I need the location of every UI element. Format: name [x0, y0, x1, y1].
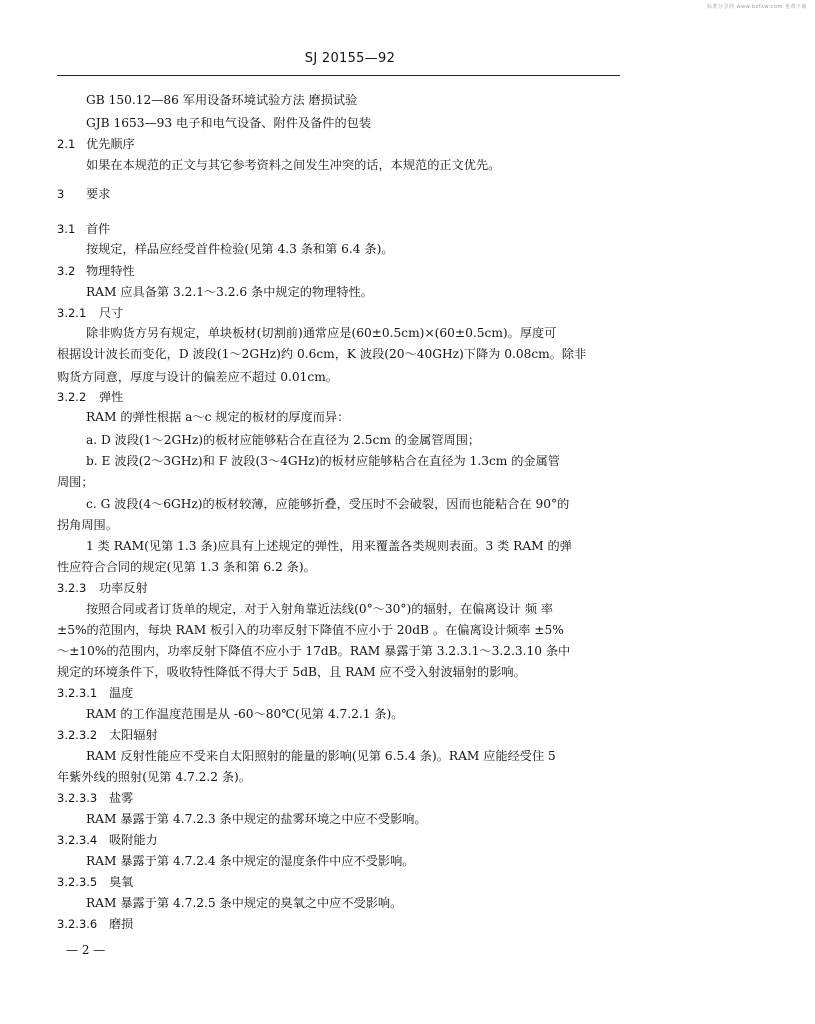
paragraph-line: 年紫外线的照射(见第 4.7.2.2 条)。	[57, 770, 251, 784]
paragraph-line: 1 类 RAM(见第 1.3 条)应具有上述规定的弹性，用来覆盖各类规则表面。3 类 RAM 的弹	[86, 539, 572, 553]
paragraph-line: 购货方同意，厚度与设计的偏差应不超过 0.01cm。	[57, 370, 338, 384]
section-title: 尺寸	[99, 306, 124, 320]
section-title: 弹性	[99, 390, 124, 404]
section-number: 2.1	[57, 137, 76, 151]
section-heading	[57, 389, 123, 405]
standard-number: SJ 20155—92	[304, 51, 396, 66]
paragraph-line: ～±10%的范围内，功率反射下降值不应小于 17dB。RAM 暴露于第 3.2.3.1～3.2.3.10 条中	[57, 644, 571, 658]
paragraph-line: RAM 暴露于第 4.7.2.4 条中规定的湿度条件中应不受影响。	[86, 854, 415, 868]
section-number: 3.2.3.3	[57, 791, 98, 805]
list-item: 周围；	[57, 475, 94, 489]
paragraph-line: RAM 暴露于第 4.7.2.5 条中规定的臭氧之中应不受影响。	[86, 896, 403, 910]
section-number: 3.2.3.4	[57, 833, 98, 847]
paragraph-line: 如果在本规范的正文与其它参考资料之间发生冲突的话，本规范的正文优先。	[86, 158, 501, 172]
section-heading	[57, 263, 135, 279]
watermark-tag: 标准分享网 www.bzfxw.com 免费下载	[707, 4, 807, 10]
section-heading	[57, 221, 110, 237]
paragraph-line: 根据设计波长而变化，D 波段(1～2GHz)约 0.6cm，K 波段(20～40GHz)下降为 0.08cm。除非	[57, 347, 587, 361]
section-number: 3.2	[57, 264, 76, 278]
section-heading	[57, 916, 133, 932]
paragraph-line: 按照合同或者订货单的规定，对于入射角靠近法线(0°～30°)的辐射，在偏离设计 频 率	[86, 602, 554, 616]
section-heading	[57, 790, 133, 806]
paragraph-line: 规定的环境条件下，吸收特性降低不得大于 5dB，且 RAM 应不受入射波辐射的影响。	[57, 665, 526, 679]
paragraph-line: RAM 的工作温度范围是从 -60～80℃(见第 4.7.2.1 条)。	[86, 707, 404, 721]
paragraph-line: ±5%的范围内，每块 RAM 板引入的功率反射下降值不应小于 20dB 。在偏离设计频率 ±5%	[57, 623, 564, 637]
section-title: 太阳辐射	[109, 728, 158, 742]
section-number: 3.2.3.2	[57, 728, 98, 742]
list-item: a. D 波段(1～2GHz)的板材应能够粘合在直径为 2.5cm 的金属管周围；	[86, 433, 481, 447]
paragraph-line: RAM 应具备第 3.2.1～3.2.6 条中规定的物理特性。	[86, 285, 373, 299]
section-title: 温度	[109, 686, 134, 700]
paragraph-line: 按规定，样品应经受首件检验(见第 4.3 条和第 6.4 条)。	[86, 242, 394, 256]
section-number: 3	[57, 187, 65, 201]
section-title: 功率反射	[99, 581, 148, 595]
section-number: 3.2.1	[57, 306, 87, 320]
section-heading	[57, 874, 133, 890]
section-heading	[57, 727, 158, 743]
section-title: 要求	[86, 187, 111, 201]
list-item: 拐角周围。	[57, 518, 118, 532]
section-title: 臭氧	[109, 875, 134, 889]
section-heading	[57, 136, 135, 152]
list-item: c. G 波段(4～6GHz)的板材较薄，应能够折叠，受压时不会破裂，因而也能粘合在 90°的	[86, 497, 570, 511]
section-heading	[57, 580, 148, 596]
section-title: 物理特性	[86, 264, 135, 278]
section-title: 吸附能力	[109, 833, 158, 847]
section-heading	[57, 305, 123, 321]
section-number: 3.2.3	[57, 581, 87, 595]
paragraph-line: 性应符合合同的规定(见第 1.3 条和第 6.2 条)。	[57, 560, 316, 574]
section-title: 磨损	[109, 917, 134, 931]
section-number: 3.2.3.5	[57, 875, 98, 889]
list-item: b. E 波段(2～3GHz)和 F 波段(3～4GHz)的板材应能够粘合在直径为 1.3cm 的金属管	[86, 454, 560, 468]
paragraph-line: RAM 暴露于第 4.7.2.3 条中规定的盐雾环境之中应不受影响。	[86, 812, 427, 826]
paragraph-line: RAM 反射性能应不受来自太阳照射的能量的影响(见第 6.5.4 条)。RAM 应能经受住 5	[86, 749, 556, 763]
reference-line: GB 150.12—86 军用设备环境试验方法 磨损试验	[86, 93, 358, 107]
page-number: — 2 —	[66, 943, 106, 957]
section-title: 盐雾	[109, 791, 134, 805]
paragraph-line: 除非购货方另有规定，单块板材(切割前)通常应是(60±0.5cm)×(60±0.5cm)。厚度可	[86, 326, 557, 340]
header-rule	[57, 75, 620, 76]
paragraph-line: RAM 的弹性根据 a～c 规定的板材的厚度而异：	[86, 410, 350, 424]
section-number: 3.1	[57, 222, 76, 236]
section-title: 首件	[86, 222, 111, 236]
section-number: 3.2.3.6	[57, 917, 98, 931]
reference-line: GJB 1653—93 电子和电气设备、附件及备件的包装	[86, 116, 372, 130]
section-number: 3.2.2	[57, 390, 87, 404]
section-heading	[57, 832, 158, 848]
section-heading	[57, 186, 110, 202]
section-title: 优先顺序	[86, 137, 135, 151]
section-number: 3.2.3.1	[57, 686, 98, 700]
section-heading	[57, 685, 133, 701]
